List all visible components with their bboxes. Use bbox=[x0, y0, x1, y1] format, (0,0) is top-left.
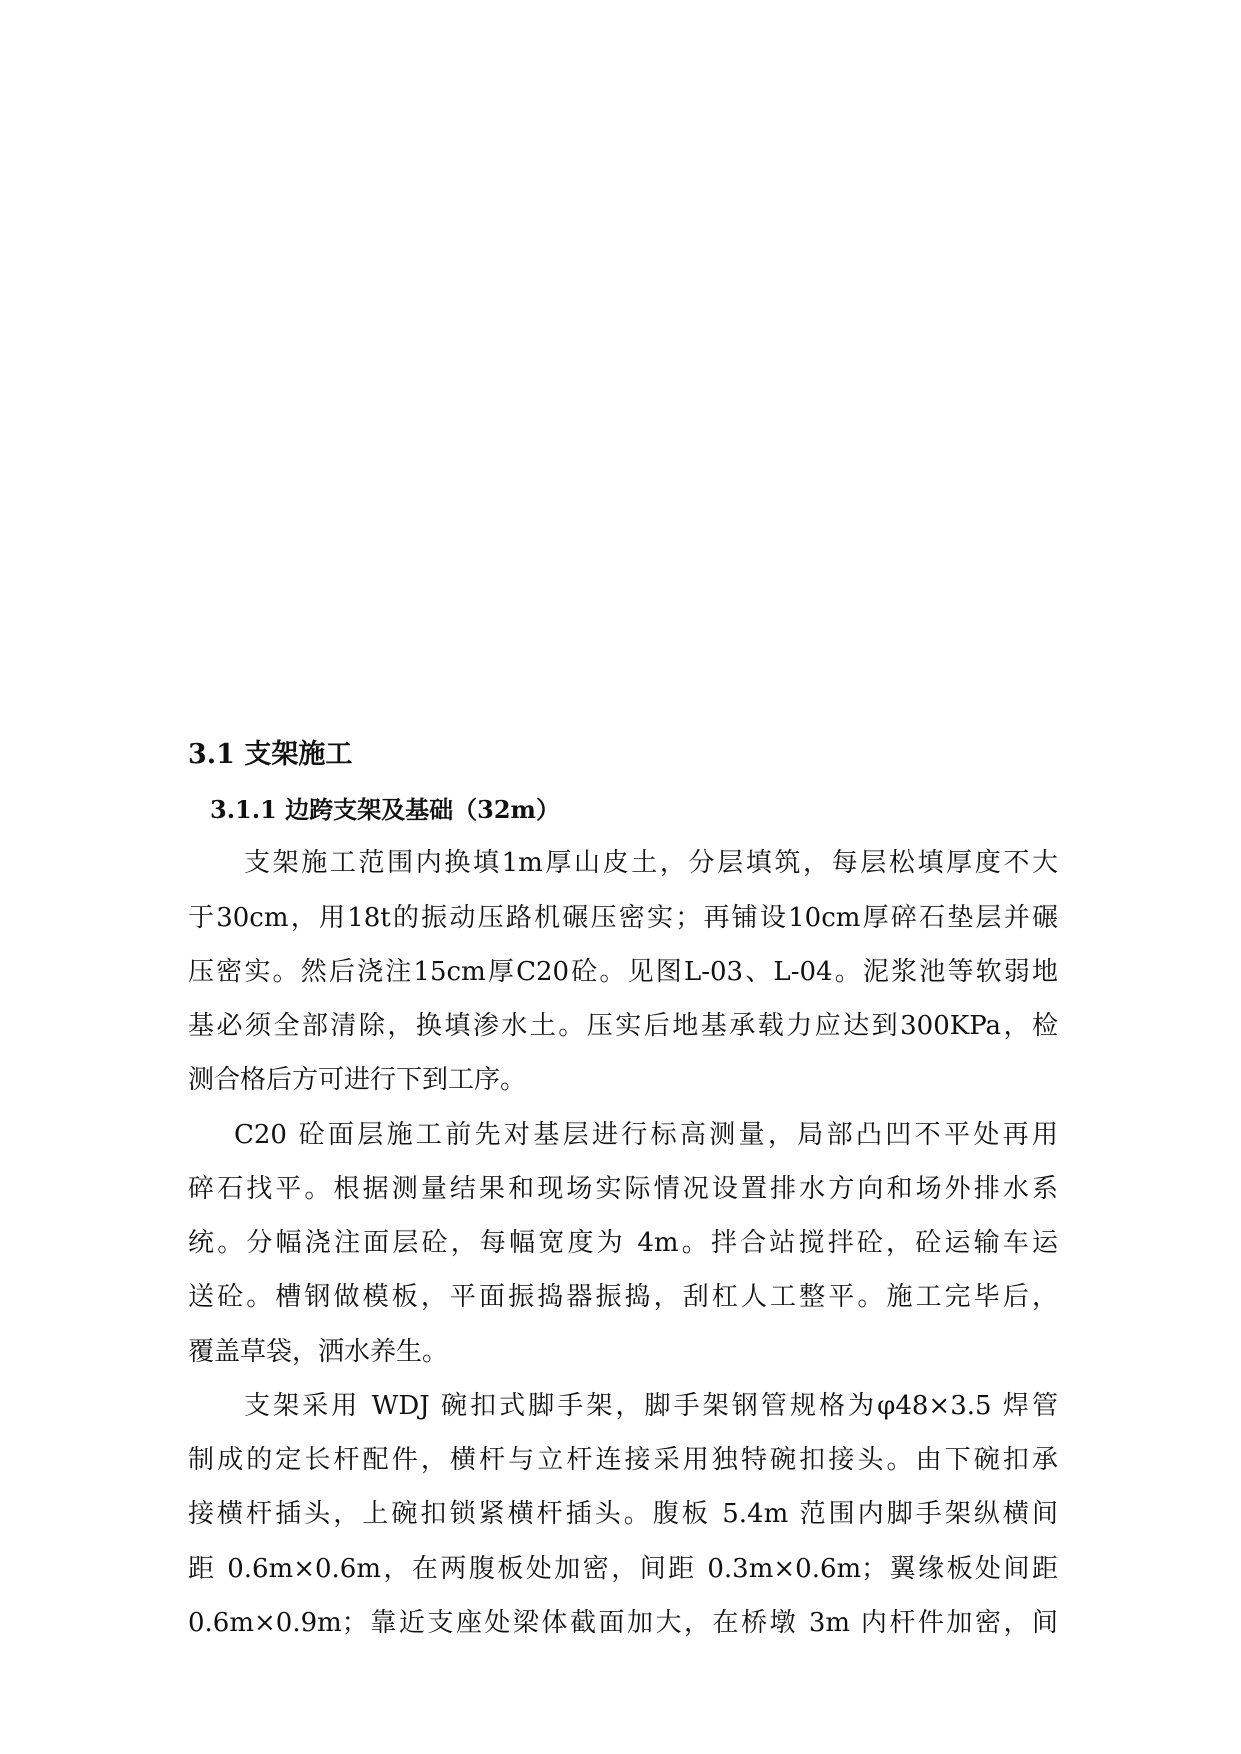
paragraph-3-line-4: 距 0.6m×0.6m，在两腹板处加密，间距 0.3m×0.6m；翼缘板处间距 bbox=[188, 1554, 1058, 1584]
paragraph-1-line-2: 于30cm，用18t的振动压路机碾压密实；再铺设10cm厚碎石垫层并碾 bbox=[188, 903, 1058, 933]
paragraph-1-line-5: 测合格后方可进行下到工序。 bbox=[188, 1065, 527, 1095]
paragraph-3-line-2: 制成的定长杆配件，横杆与立杆连接采用独特碗扣接头。由下碗扣承 bbox=[188, 1445, 1058, 1475]
paragraph-2-line-5: 覆盖草袋，洒水养生。 bbox=[188, 1337, 449, 1367]
paragraph-3-line-3: 接横杆插头，上碗扣锁紧横杆插头。腹板 5.4m 范围内脚手架纵横间 bbox=[188, 1499, 1058, 1529]
subsection-heading: 3.1.1 边跨支架及基础（32m） bbox=[210, 795, 560, 824]
paragraph-1-line-4: 基必须全部清除，换填渗水土。压实后地基承载力应达到300KPa，检 bbox=[188, 1011, 1058, 1041]
section-heading: 3.1 支架施工 bbox=[188, 739, 353, 770]
paragraph-2-line-1: C20 砼面层施工前先对基层进行标高测量，局部凸凹不平处再用 bbox=[234, 1120, 1058, 1150]
paragraph-2-line-3: 统。分幅浇注面层砼，每幅宽度为 4m。拌合站搅拌砼，砼运输车运 bbox=[188, 1228, 1058, 1258]
paragraph-2-line-4: 送砼。槽钢做模板，平面振捣器振捣，刮杠人工整平。施工完毕后， bbox=[188, 1282, 1058, 1312]
paragraph-3-line-1: 支架采用 WDJ 碗扣式脚手架，脚手架钢管规格为φ48×3.5 焊管 bbox=[244, 1391, 1058, 1421]
paragraph-2-line-2: 碎石找平。根据测量结果和现场实际情况设置排水方向和场外排水系 bbox=[188, 1174, 1058, 1204]
paragraph-3-line-5: 0.6m×0.9m；靠近支座处梁体截面加大，在桥墩 3m 内杆件加密，间 bbox=[188, 1608, 1058, 1638]
paragraph-1-line-3: 压密实。然后浇注15cm厚C20砼。见图L-03、L-04。泥浆池等软弱地 bbox=[188, 957, 1058, 987]
paragraph-1-line-1: 支架施工范围内换填1m厚山皮土，分层填筑，每层松填厚度不大 bbox=[244, 848, 1058, 878]
